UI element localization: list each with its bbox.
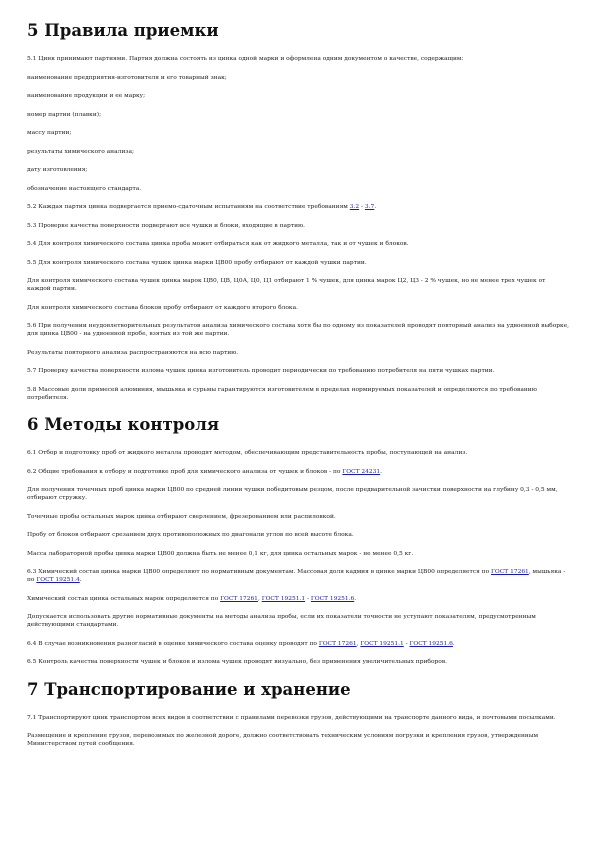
separator: . <box>374 204 377 210</box>
paragraph-5-1: 5.1 Цинк принимают партиями. Партия должна состоять из цинка одной марки и оформлена одним документом о качестве, содержащим: <box>27 56 464 62</box>
list-item: дату изготовления; <box>27 167 88 173</box>
separator: , <box>356 640 361 647</box>
link-3-2[interactable]: 3.2 <box>349 204 360 210</box>
list-item: массу партии; <box>27 130 72 136</box>
separator: . <box>354 595 357 602</box>
separator: - <box>305 595 311 602</box>
paragraph-text: 6.4 В случае возникновения разногласий в оценке химического состава оценку проводят по <box>27 640 319 647</box>
paragraph-6-2-b: Для получения точечных проб цинка марки ЦВ00 по средней линии чушки победитовым резцом, после предварительной зачистки поверхности на глубину 0,3 - 0,5 мм, отбирают стружку. <box>27 487 558 501</box>
paragraph-5-5-c: Для контроля химического состава блоков пробу отбирают от каждого второго блока. <box>27 304 298 311</box>
paragraph-6-2-c: Точечные пробы остальных марок цинка отбирают сверлением, фрезерованием или распиловкой. <box>27 513 336 520</box>
link-gost-19251-1[interactable]: ГОСТ 19251.1 <box>360 640 404 647</box>
paragraph-6-4 <box>27 640 570 648</box>
separator: . <box>452 640 455 647</box>
section-6-heading: 6 Методы контроля <box>27 415 220 434</box>
paragraph-text: 6.3 Химический состав цинка марки ЦВ00 определяют по нормативным документам. Массовая доля кадмия в цинке марки ЦВ00 определяется по <box>27 569 492 575</box>
separator: . <box>79 577 82 583</box>
paragraph-text: Химический состав цинка остальных марок определяется по <box>27 595 221 602</box>
document-page <box>27 18 570 759</box>
separator: - <box>359 204 365 210</box>
link-gost-19251-1[interactable]: ГОСТ 19251.1 <box>261 595 306 602</box>
paragraph-5-5: 5.5 Для контроля химического состава чушек цинка марки ЦВ00 пробу отбирают от каждой чушки партии. <box>27 259 367 266</box>
section-5-heading: 5 Правила приемки <box>27 21 219 40</box>
link-gost-17261[interactable]: ГОСТ 17261 <box>491 569 529 575</box>
link-gost-19251-6[interactable]: ГОСТ 19251.6 <box>409 640 453 647</box>
paragraph-5-4: 5.4 Для контроля химического состава цинка проба может отбираться как от жидкого металла, так и от чушек и блоков. <box>27 241 409 247</box>
paragraph-6-2-d: Пробу от блоков отбирают срезанием двух противоположных по диагонали углов по всей высоте блока. <box>27 532 354 538</box>
list-item: наименование продукции и ее марку; <box>27 93 146 99</box>
paragraph-text: , мышьяка - по <box>27 569 566 583</box>
paragraph-5-6: 5.6 При получении неудовлетворительных результатов анализа химического состава хотя бы по одному из показателей проводят повторный анализ на удвоенной выборке, для цинка ЦВ00 - на удвоенной пробе, взятых из той же партии. <box>27 323 570 337</box>
paragraph-6-3 <box>27 568 570 584</box>
paragraph-6-1: 6.1 Отбор и подготовку проб от жидкого металла проводят методом, обеспечивающим представительность пробы, поступающей на анализ. <box>27 450 468 456</box>
link-gost-19251-4[interactable]: ГОСТ 19251.4 <box>36 577 80 583</box>
paragraph-5-7: 5.7 Проверку качества поверхности излома чушек цинка изготовитель проводит периодически по требованию потребителя на пяти чушках партии. <box>27 368 495 374</box>
separator: , <box>257 595 262 602</box>
link-gost-17261[interactable]: ГОСТ 17261 <box>318 640 357 647</box>
list-item: обозначение настоящего стандарта. <box>27 185 142 192</box>
section-7-heading: 7 Транспортирование и хранение <box>27 679 351 699</box>
link-3-7[interactable]: 3.7 <box>364 204 375 210</box>
list-item: результаты химического анализа; <box>27 148 134 155</box>
paragraph-5-2 <box>27 203 570 211</box>
paragraph-7-1-b: Размещение и крепление грузов, перевозимых по железной дороге, должно соответствовать техническим условиям погрузки и крепления грузов, утвержденным Министерством путей сообщения. <box>27 733 539 747</box>
paragraph-6-3-c: Допускается использовать другие нормативные документы на методы анализа пробы, если их показатели точности не уступают показателям, предусмотренным действующими стандартами. <box>27 614 536 628</box>
link-gost-24231[interactable]: ГОСТ 24231 <box>342 468 381 475</box>
link-gost-19251-6[interactable]: ГОСТ 19251.6 <box>310 595 355 602</box>
list-item: наименование предприятия-изготовителя и его товарный знак; <box>27 74 227 81</box>
paragraph-text: 6.2 Общие требования к отбору и подготовке проб для химического анализа от чушек и блоков - по <box>27 468 343 475</box>
paragraph-6-5: 6.5 Контроль качества поверхности чушек и блоков и излома чушек проводят визуально, без применения увеличительных приборов. <box>27 659 448 665</box>
link-gost-17261[interactable]: ГОСТ 17261 <box>220 595 258 602</box>
paragraph-text: 5.2 Каждая партия цинка подвергается приемо-сдаточным испытаниям на соответствие требованиям <box>27 204 350 210</box>
paragraph-6-2-e: Масса лабораторной пробы цинка марки ЦВ00 должна быть не менее 0,1 кг, для цинка остальных марок - не менее 0,5 кг. <box>27 550 414 557</box>
paragraph-7-1: 7.1 Транспортируют цинк транспортом всех видов в соответствии с правилами перевозки грузов, действующими на транспорте данного вида, и почтовыми посылками. <box>27 714 556 721</box>
paragraph-5-6-b: Результаты повторного анализа распространяются на всю партию. <box>27 349 239 356</box>
paragraph-5-5-b: Для контроля химического состава чушек цинка марок ЦВ0, ЦВ, Ц0А, Ц0, Ц1 отбирают 1 % чушек, для цинка марок Ц2, Ц3 - 2 % чушек, но не менее трех чушек от каждой партии. <box>27 278 546 292</box>
separator: . <box>380 468 382 475</box>
separator: - <box>403 640 410 647</box>
paragraph-5-3: 5.3 Проверке качества поверхности подвергают все чушки и блоки, входящие в партию. <box>27 222 306 229</box>
list-item: номер партии (плавки); <box>27 111 102 118</box>
paragraph-5-8: 5.8 Массовые доли примесей алюминия, мышьяка и сурьмы гарантируются изготовителем в пределах нормируемых показателей и определяются по требованию потребителя. <box>27 386 537 401</box>
paragraph-6-3-b <box>27 595 570 603</box>
paragraph-6-2 <box>27 468 570 476</box>
